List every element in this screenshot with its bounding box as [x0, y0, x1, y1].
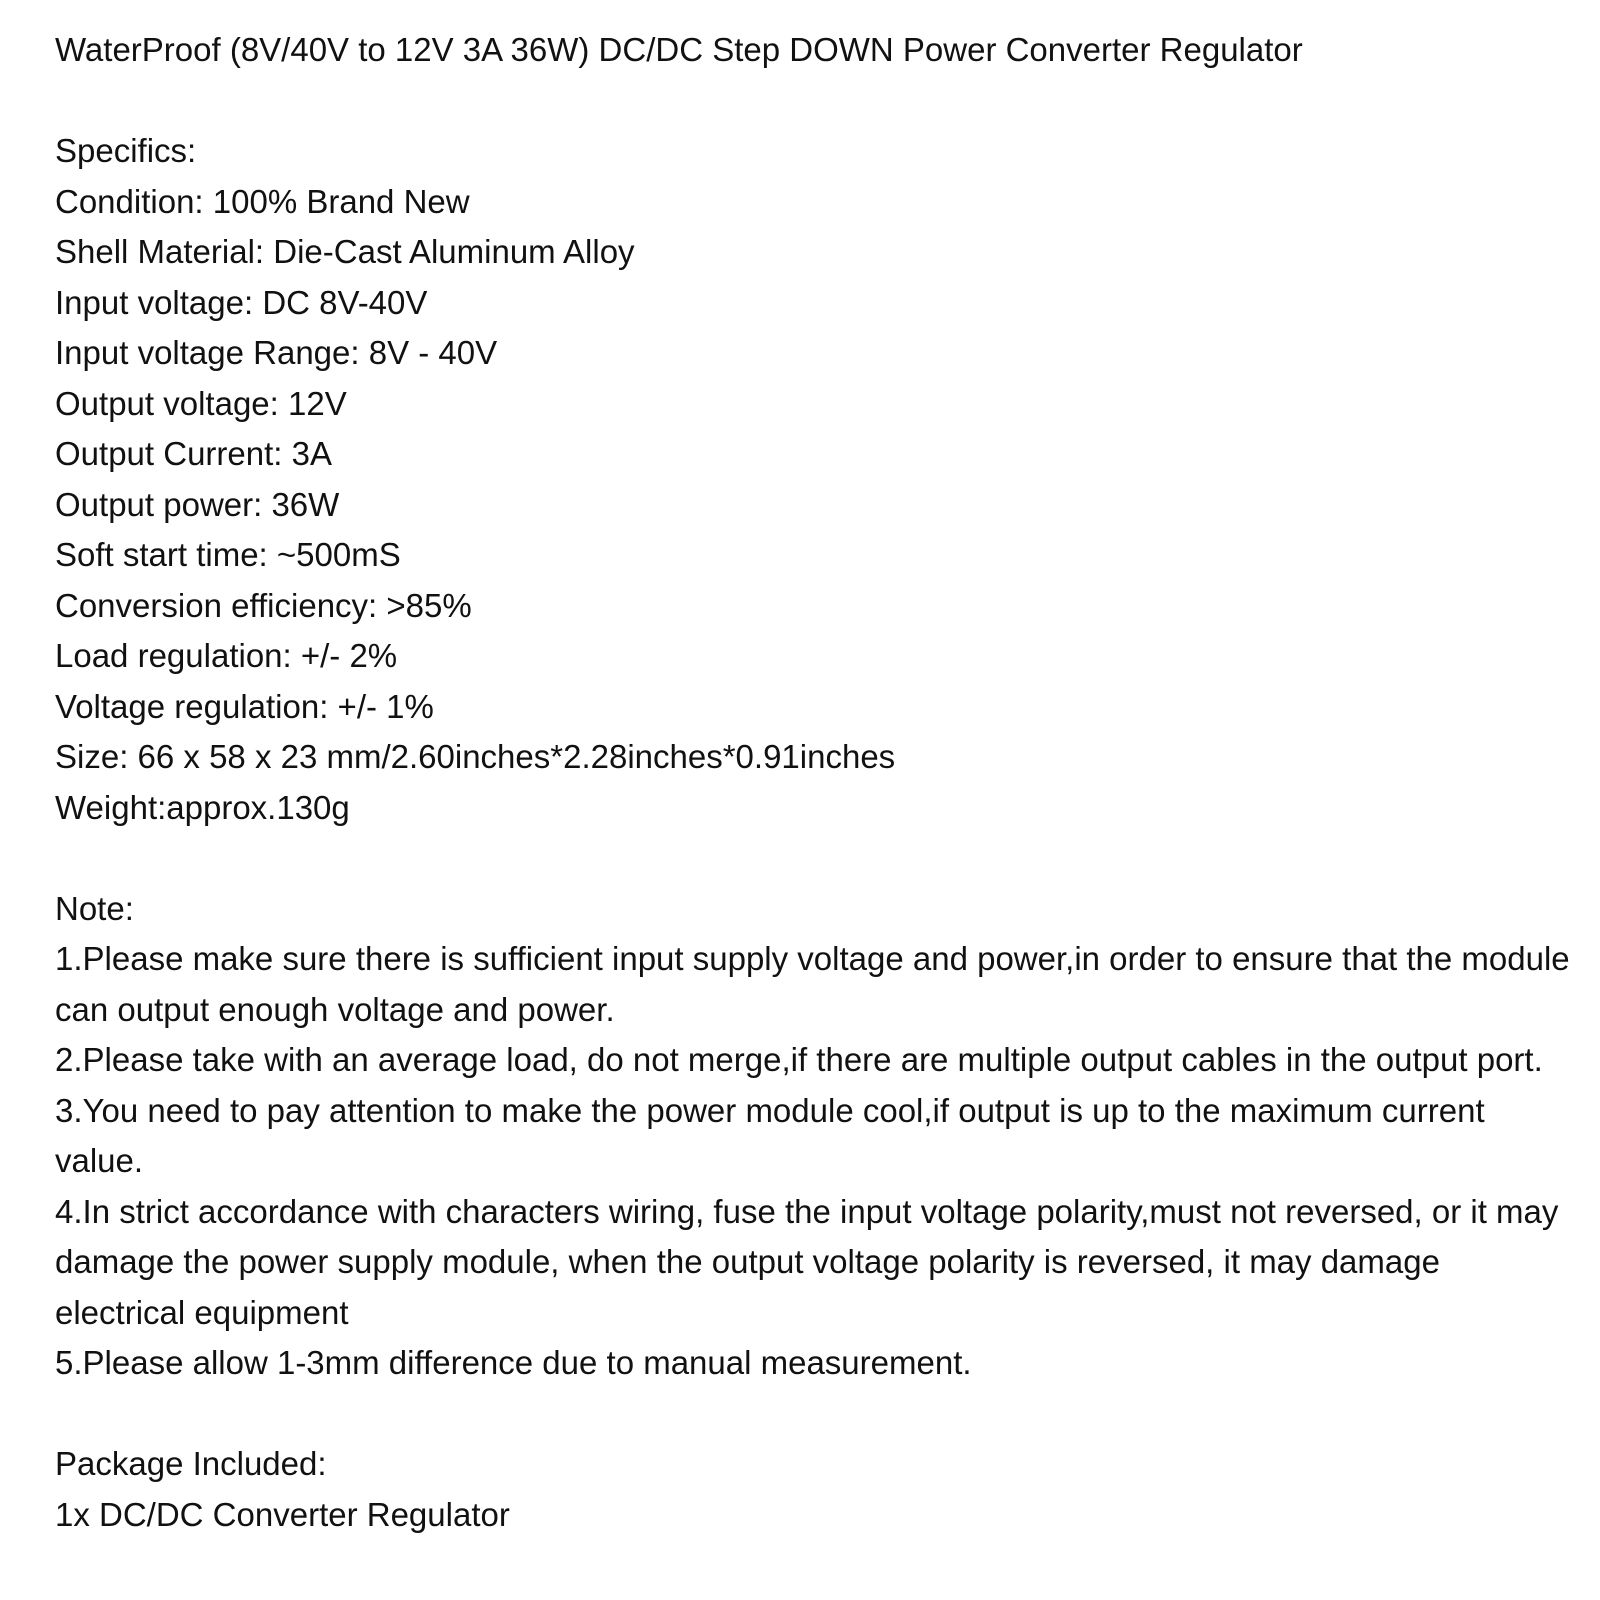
spec-soft-start-time: Soft start time: ~500mS	[55, 536, 401, 573]
product-description	[55, 25, 1570, 1540]
note-item-1: 1.Please make sure there is sufficient input supply voltage and power,in order to ensure that the module can output enough voltage and power.	[55, 940, 1570, 1028]
spec-voltage-regulation: Voltage regulation: +/- 1%	[55, 687, 434, 725]
spec-condition: Condition: 100% Brand New	[55, 182, 470, 220]
package-heading: Package Included:	[55, 1445, 327, 1482]
spec-weight: Weight:approx.130g	[55, 788, 350, 826]
spec-output-power: Output power: 36W	[55, 485, 340, 523]
spec-load-regulation: Load regulation: +/- 2%	[55, 637, 398, 674]
note-item-3: 3.You need to pay attention to make the power module cool,if output is up to the maximum current value.	[55, 1091, 1485, 1179]
package-item-1: 1x DC/DC Converter Regulator	[55, 1495, 510, 1533]
spacer	[55, 1389, 1570, 1440]
note-item-5: 5.Please allow 1-3mm difference due to manual measurement.	[55, 1344, 972, 1381]
spec-output-current: Output Current: 3A	[55, 435, 332, 472]
spec-input-voltage-range: Input voltage Range: 8V - 40V	[55, 334, 498, 371]
page-title: WaterProof (8V/40V to 12V 3A 36W) DC/DC Step DOWN Power Converter Regulator	[55, 31, 1303, 68]
spec-size: Size: 66 x 58 x 23 mm/2.60inches*2.28inches*0.91inches	[55, 738, 896, 775]
spec-input-voltage: Input voltage: DC 8V-40V	[55, 283, 428, 321]
spec-conversion-efficiency: Conversion efficiency: >85%	[55, 586, 472, 624]
spec-output-voltage: Output voltage: 12V	[55, 384, 347, 422]
spacer	[55, 833, 1570, 884]
spec-shell-material: Shell Material: Die-Cast Aluminum Alloy	[55, 233, 635, 270]
note-heading: Note:	[55, 889, 134, 927]
spacer	[55, 76, 1570, 127]
note-item-2: 2.Please take with an average load, do not merge,if there are multiple output cables in the output port.	[55, 1041, 1543, 1078]
specifics-heading: Specifics:	[55, 132, 197, 169]
note-item-4: 4.In strict accordance with characters wiring, fuse the input voltage polarity,must not reversed, or it may damage the power supply module, when the output voltage polarity is reversed, it may damage electrical equipment	[55, 1192, 1559, 1331]
